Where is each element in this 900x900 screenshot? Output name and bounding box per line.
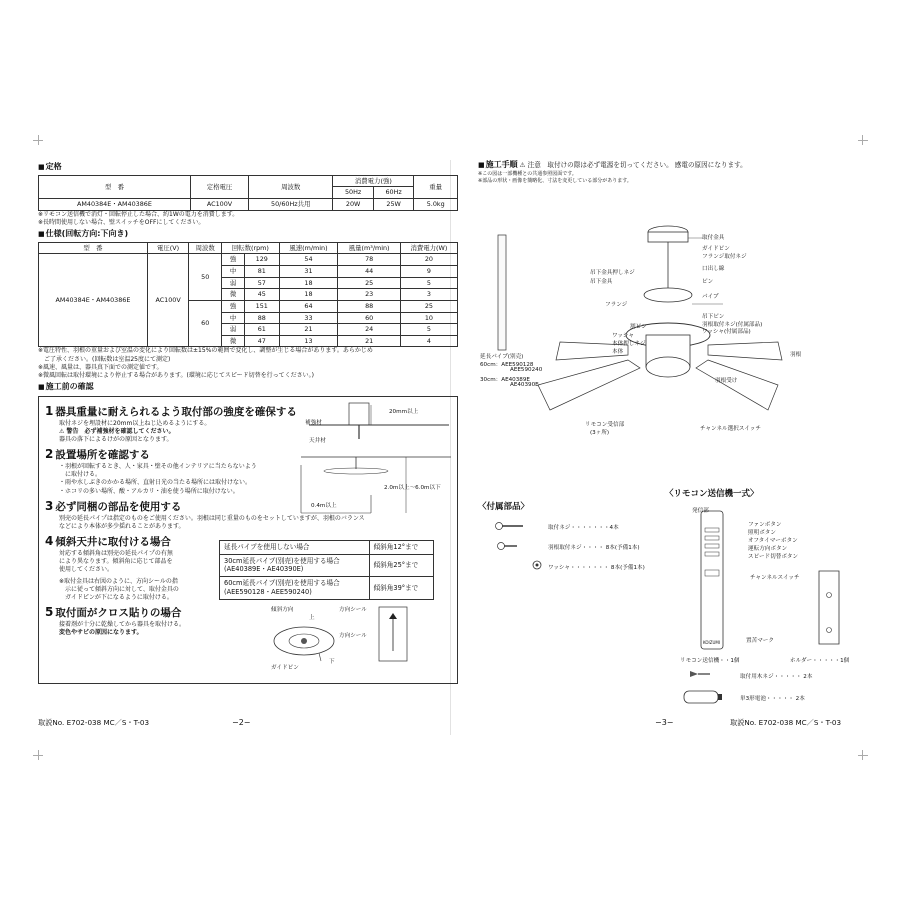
perf-voltage: AC100V <box>147 254 188 347</box>
label-ext60: 60cm：AEE590128 <box>480 362 534 368</box>
spec-freq: 50/60Hz共用 <box>249 199 333 211</box>
item-4-body: 使用してください。 <box>59 566 114 574</box>
perf-h-volume: 風量(m³/min) <box>338 242 400 254</box>
page-num-left: −2− <box>232 718 251 727</box>
perf-cell: 5 <box>400 277 457 289</box>
label-guide-pin-r: ガイドピン <box>702 246 730 252</box>
left-page <box>38 160 458 684</box>
screw-icon <box>495 522 525 530</box>
perf-cell: 33 <box>279 312 338 324</box>
label-ch-switch: チャンネル選択スイッチ <box>700 426 761 432</box>
perf-cell: 21 <box>338 335 400 347</box>
label-blade: 羽根 <box>790 352 802 358</box>
label-dir: 運転方向ボタン <box>748 546 788 552</box>
label-split-pin: 割ピン <box>630 324 647 330</box>
slope-cond: 60cm延長パイプ(別売)を使用する場合 (AEE590128・AEE590240) <box>220 577 370 600</box>
label-ext30: 30cm：AE40389E <box>480 377 530 383</box>
perf-h-power: 消費電力(W) <box>400 242 457 254</box>
item-3-body: 別売の延長パイプは指定のものをご使用ください。羽根は同じ重量のものをセットしていますが、羽根のバランス <box>59 514 365 522</box>
perf-cell: 23 <box>338 289 400 301</box>
item-1-warning-detail: 器具の落下によるけがの原因となります。 <box>59 436 173 444</box>
battery-icon <box>683 690 723 704</box>
install-header <box>478 160 898 171</box>
perf-freq: 60 <box>189 300 222 347</box>
remote-icon <box>700 510 724 650</box>
slope-angle: 傾斜角12°まで <box>369 540 433 554</box>
item-4-note: ガイドピンが下になるように取付ける。 <box>59 593 173 601</box>
footer-left: 取説No. E702-038 MC／S・T-03 <box>38 718 150 727</box>
label-hang-press: 吊下金具押しネジ <box>590 270 635 276</box>
perf-cell: 151 <box>245 300 280 312</box>
spec-p60: 25W <box>373 199 413 211</box>
item-1-warning: ⚠ 警告 必ず補強材を確認してください。 <box>59 427 175 435</box>
perf-cell: 微 <box>222 335 245 347</box>
parts-title: 〈付属部品〉 <box>478 502 530 512</box>
perf-cell: 5 <box>400 324 457 336</box>
perf-note: ※微風回転は取付環境により停止する場合があります。(環境に応じてスピード切替を行ってください。) <box>38 371 314 379</box>
perf-cell: 弱 <box>222 277 245 289</box>
item-2-body: に取付ける。 <box>59 471 102 479</box>
remote-item: ホルダー・・・・・1個 <box>790 658 850 664</box>
label-ext-pipe: 延長パイプ(別売) <box>480 354 524 360</box>
perf-cell: 61 <box>245 324 280 336</box>
label-blade-holder: 羽根受け <box>715 378 738 384</box>
label-pocket: 置苦マーク <box>746 638 774 644</box>
item-5-body: 接着剤が十分に乾燥してから器具を取付ける。 <box>59 620 186 628</box>
label-light: 照明ボタン <box>748 530 776 536</box>
holder-icon <box>818 570 840 645</box>
perf-h-voltage: 電圧(V) <box>147 242 188 254</box>
spec-h-power: 消費電力(強) <box>333 175 414 187</box>
item-4-body: により異なります。傾斜角に応じて部品を <box>59 558 173 566</box>
perf-cell: 31 <box>279 265 338 277</box>
slope-cond: 延長パイプを使用しない場合 <box>220 540 370 554</box>
item-5-title: 5 取付面がクロス貼りの場合 <box>45 604 182 619</box>
remote-item: リモコン送信機・・1個 <box>680 658 740 664</box>
label-body-screw: 本体押しネジ <box>612 341 646 347</box>
perf-cell: 13 <box>279 335 338 347</box>
perf-cell: 21 <box>279 324 338 336</box>
part-item: ワッシャ・・・・・・・ 8本(予備1本) <box>548 565 645 571</box>
spec-model: AM40384E・AM40386E <box>39 199 191 211</box>
check-box <box>38 396 458 684</box>
item-2-body: ・羽根が回転するとき、人・家具・壁その他インテリアに当たらないよう <box>59 463 257 471</box>
spec-note: ※リモコン送信機で消灯・回転停止した場合、約1Wの電力を消費します。 <box>38 210 239 218</box>
label-flange-screw: フランジ取付ネジ <box>702 254 747 260</box>
perf-table <box>38 242 458 348</box>
perf-h-speed: 風速(m/min) <box>279 242 338 254</box>
right-page <box>478 160 898 184</box>
item-1-body: 取付ネジを埋設材に20mm以上ねじ込めるようにする。 <box>59 419 211 427</box>
perf-cell: 45 <box>245 289 280 301</box>
label-guide-pin: ガイドピン <box>271 664 299 671</box>
spec-note: ※長時間使用しない場合、壁スイッチをOFFにしてください。 <box>38 218 205 226</box>
blade-screw-icon <box>497 542 519 550</box>
perf-cell: 47 <box>245 335 280 347</box>
perf-note: ご了承ください。(回転数は室温25度にて測定) <box>38 355 171 363</box>
perf-cell: 18 <box>279 289 338 301</box>
perf-cell: 88 <box>245 312 280 324</box>
label-body: 本体 <box>612 349 624 355</box>
label-channel: チャンネルスイッチ <box>750 575 800 581</box>
perf-cell: 中 <box>222 312 245 324</box>
slope-cond: 30cm延長パイプ(別売)を使用する場合 (AE40389E・AE40390E) <box>220 554 370 577</box>
label-hang-low: 吊下ピン <box>702 314 725 320</box>
caution-text: ⚠ 注意 取付けの際は必ず電源を切ってください。 感電の原因になります。 <box>519 161 747 169</box>
label-outlet: 口出し線 <box>702 266 725 272</box>
spec-table <box>38 175 458 211</box>
item-5-body: 変色やサビの原因になります。 <box>59 629 143 637</box>
slope-angle: 傾斜角39°まで <box>369 577 433 600</box>
install-title: ■ 施工手順 <box>478 160 518 169</box>
perf-note: ※電圧特性、羽根の重量および室温の変化により回転数は±15%の範囲で変化し、調整が生じる場合があります。あらかじめ <box>38 347 373 355</box>
part-item: 取付ネジ・・・・・・・4本 <box>548 525 619 531</box>
item-4-body: 対応する傾斜角は別売の延長パイプの有無 <box>59 550 173 558</box>
perf-cell: 10 <box>400 312 457 324</box>
spec-voltage: AC100V <box>190 199 248 211</box>
spec-h-weight: 重量 <box>414 175 458 198</box>
spec-h-50: 50Hz <box>333 187 373 199</box>
perf-cell: 129 <box>245 254 280 266</box>
perf-cell: 25 <box>338 277 400 289</box>
item-3-title: 3 必ず同梱の部品を使用する <box>45 498 182 513</box>
spec-h-60: 60Hz <box>373 187 413 199</box>
item-2-body: ・ホコリの多い場所、酸・アルカリ・油を使う場所に取付けない。 <box>59 487 239 495</box>
perf-cell: 弱 <box>222 324 245 336</box>
perf-cell: 強 <box>222 254 245 266</box>
perf-cell: 60 <box>338 312 400 324</box>
label-speed: スピード切替ボタン <box>748 554 799 560</box>
item-2-title: 2 設置場所を確認する <box>45 447 150 462</box>
label-fan: ファンボタン <box>748 522 782 528</box>
label-brand: KOIZUMI <box>703 640 721 645</box>
label-down: 下 <box>329 658 335 665</box>
spec-weight: 5.0kg <box>414 199 458 211</box>
spec-h-freq: 周波数 <box>249 175 333 198</box>
label-dir-seal: 方向シール <box>339 632 367 639</box>
perf-cell: 強 <box>222 300 245 312</box>
perf-title: ■ 仕様(回転方向:下向き) <box>38 229 458 240</box>
item-4-note: 示に従って傾斜方向に対して、取付金具の <box>59 585 179 593</box>
label-bracket: 取付金具 <box>702 235 725 241</box>
item-4-note: ※取付金具は右図のように、方向シールの指 <box>59 577 178 585</box>
slope-angle: 傾斜角25°まで <box>369 554 433 577</box>
perf-cell: 9 <box>400 265 457 277</box>
perf-cell: 18 <box>279 277 338 289</box>
label-ext30b: AE40390E <box>510 382 539 388</box>
item-2-body: ・雨や水しぶきのかかる場所、直射日光の当たる場所には取付けない。 <box>59 479 252 487</box>
check-title: ■ 施工前の確認 <box>38 382 458 393</box>
install-note: ※この図は一部機種との共通参照図面です。 <box>478 170 577 177</box>
perf-cell: 微 <box>222 289 245 301</box>
label-flange: フランジ <box>605 302 628 308</box>
perf-cell: 4 <box>400 335 457 347</box>
label-blade-screw: 羽根取付ネジ(付属部品) <box>702 322 763 328</box>
footer-right: 取説No. E702-038 MC／S・T-03 <box>730 718 842 727</box>
label-dir-seal-2: 方向シール <box>339 606 367 613</box>
perf-cell: 20 <box>400 254 457 266</box>
direction-seal <box>379 607 409 662</box>
label-pin: ピン <box>702 279 714 285</box>
perf-cell: 57 <box>245 277 280 289</box>
remote-item: 取付用木ネジ・・・・・ 2本 <box>740 674 813 680</box>
perf-cell: 3 <box>400 289 457 301</box>
remote-item: 単3形電池・・・・・ 2本 <box>740 696 805 702</box>
page-num-right: −3− <box>655 718 674 727</box>
fan-assembly-diagram <box>478 220 858 440</box>
perf-cell: 中 <box>222 265 245 277</box>
spec-p50: 20W <box>333 199 373 211</box>
perf-note: ※風速、風量は、器具真下面での測定値です。 <box>38 363 163 371</box>
item-1-title: 1 器具重量に耐えられるよう取付部の強度を確保する <box>45 403 297 418</box>
perf-freq: 50 <box>189 254 222 301</box>
perf-h-model: 型 番 <box>39 242 148 254</box>
label-20mm: 20mm以上 <box>389 408 419 415</box>
label-slope-dir: 傾斜方向 <box>271 606 294 613</box>
item-3-body: などにより本体が多少揺れることがあります。 <box>59 522 185 530</box>
remote-title: 〈リモコン送信機一式〉 <box>665 489 759 499</box>
label-ext60b: AEE590240 <box>510 367 543 373</box>
perf-cell: 81 <box>245 265 280 277</box>
label-washer-part: ワッシャ(付属部品) <box>702 329 751 335</box>
perf-h-rpm: 回転数(rpm) <box>222 242 279 254</box>
label-reinforce: 補強材 <box>305 419 322 426</box>
label-pipe: パイプ <box>702 294 719 300</box>
label-remote-rx-2: (3ヶ所) <box>590 430 610 436</box>
perf-cell: 64 <box>279 300 338 312</box>
spec-h-model: 型 番 <box>39 175 191 198</box>
perf-model: AM40384E・AM40386E <box>39 254 148 347</box>
perf-cell: 88 <box>338 300 400 312</box>
perf-cell: 78 <box>338 254 400 266</box>
label-timer: オフタイマーボタン <box>748 538 798 544</box>
spec-h-voltage: 定格電圧 <box>190 175 248 198</box>
spec-title: ■ 定格 <box>38 162 458 173</box>
label-remote-rx: リモコン受信部 <box>585 422 625 428</box>
item-4-title: 4 傾斜天井に取付ける場合 <box>45 534 171 549</box>
label-hang: 吊下金具 <box>590 279 613 285</box>
part-item: 羽根取付ネジ・・・・ 8本(予備1本) <box>548 545 640 551</box>
perf-cell: 25 <box>400 300 457 312</box>
label-ceiling: 天井材 <box>309 437 326 444</box>
install-note: ※部品の形状・画像を簡略化、寸法を変更している部分があります。 <box>478 177 632 184</box>
label-2-6m: 2.0m以上〜6.0m以下 <box>384 484 441 491</box>
label-washer: ワッシャ <box>612 333 634 339</box>
wood-screw-icon <box>690 670 710 678</box>
label-emitter: 発信部 <box>692 508 709 514</box>
label-04m: 0.4m以上 <box>311 502 337 509</box>
slope-table <box>219 540 434 600</box>
perf-h-freq: 周波数 <box>189 242 222 254</box>
perf-cell: 44 <box>338 265 400 277</box>
perf-cell: 54 <box>279 254 338 266</box>
reinforcement-diagram <box>309 399 449 439</box>
washer-icon <box>532 560 542 570</box>
label-up: 上 <box>309 614 315 621</box>
perf-cell: 24 <box>338 324 400 336</box>
